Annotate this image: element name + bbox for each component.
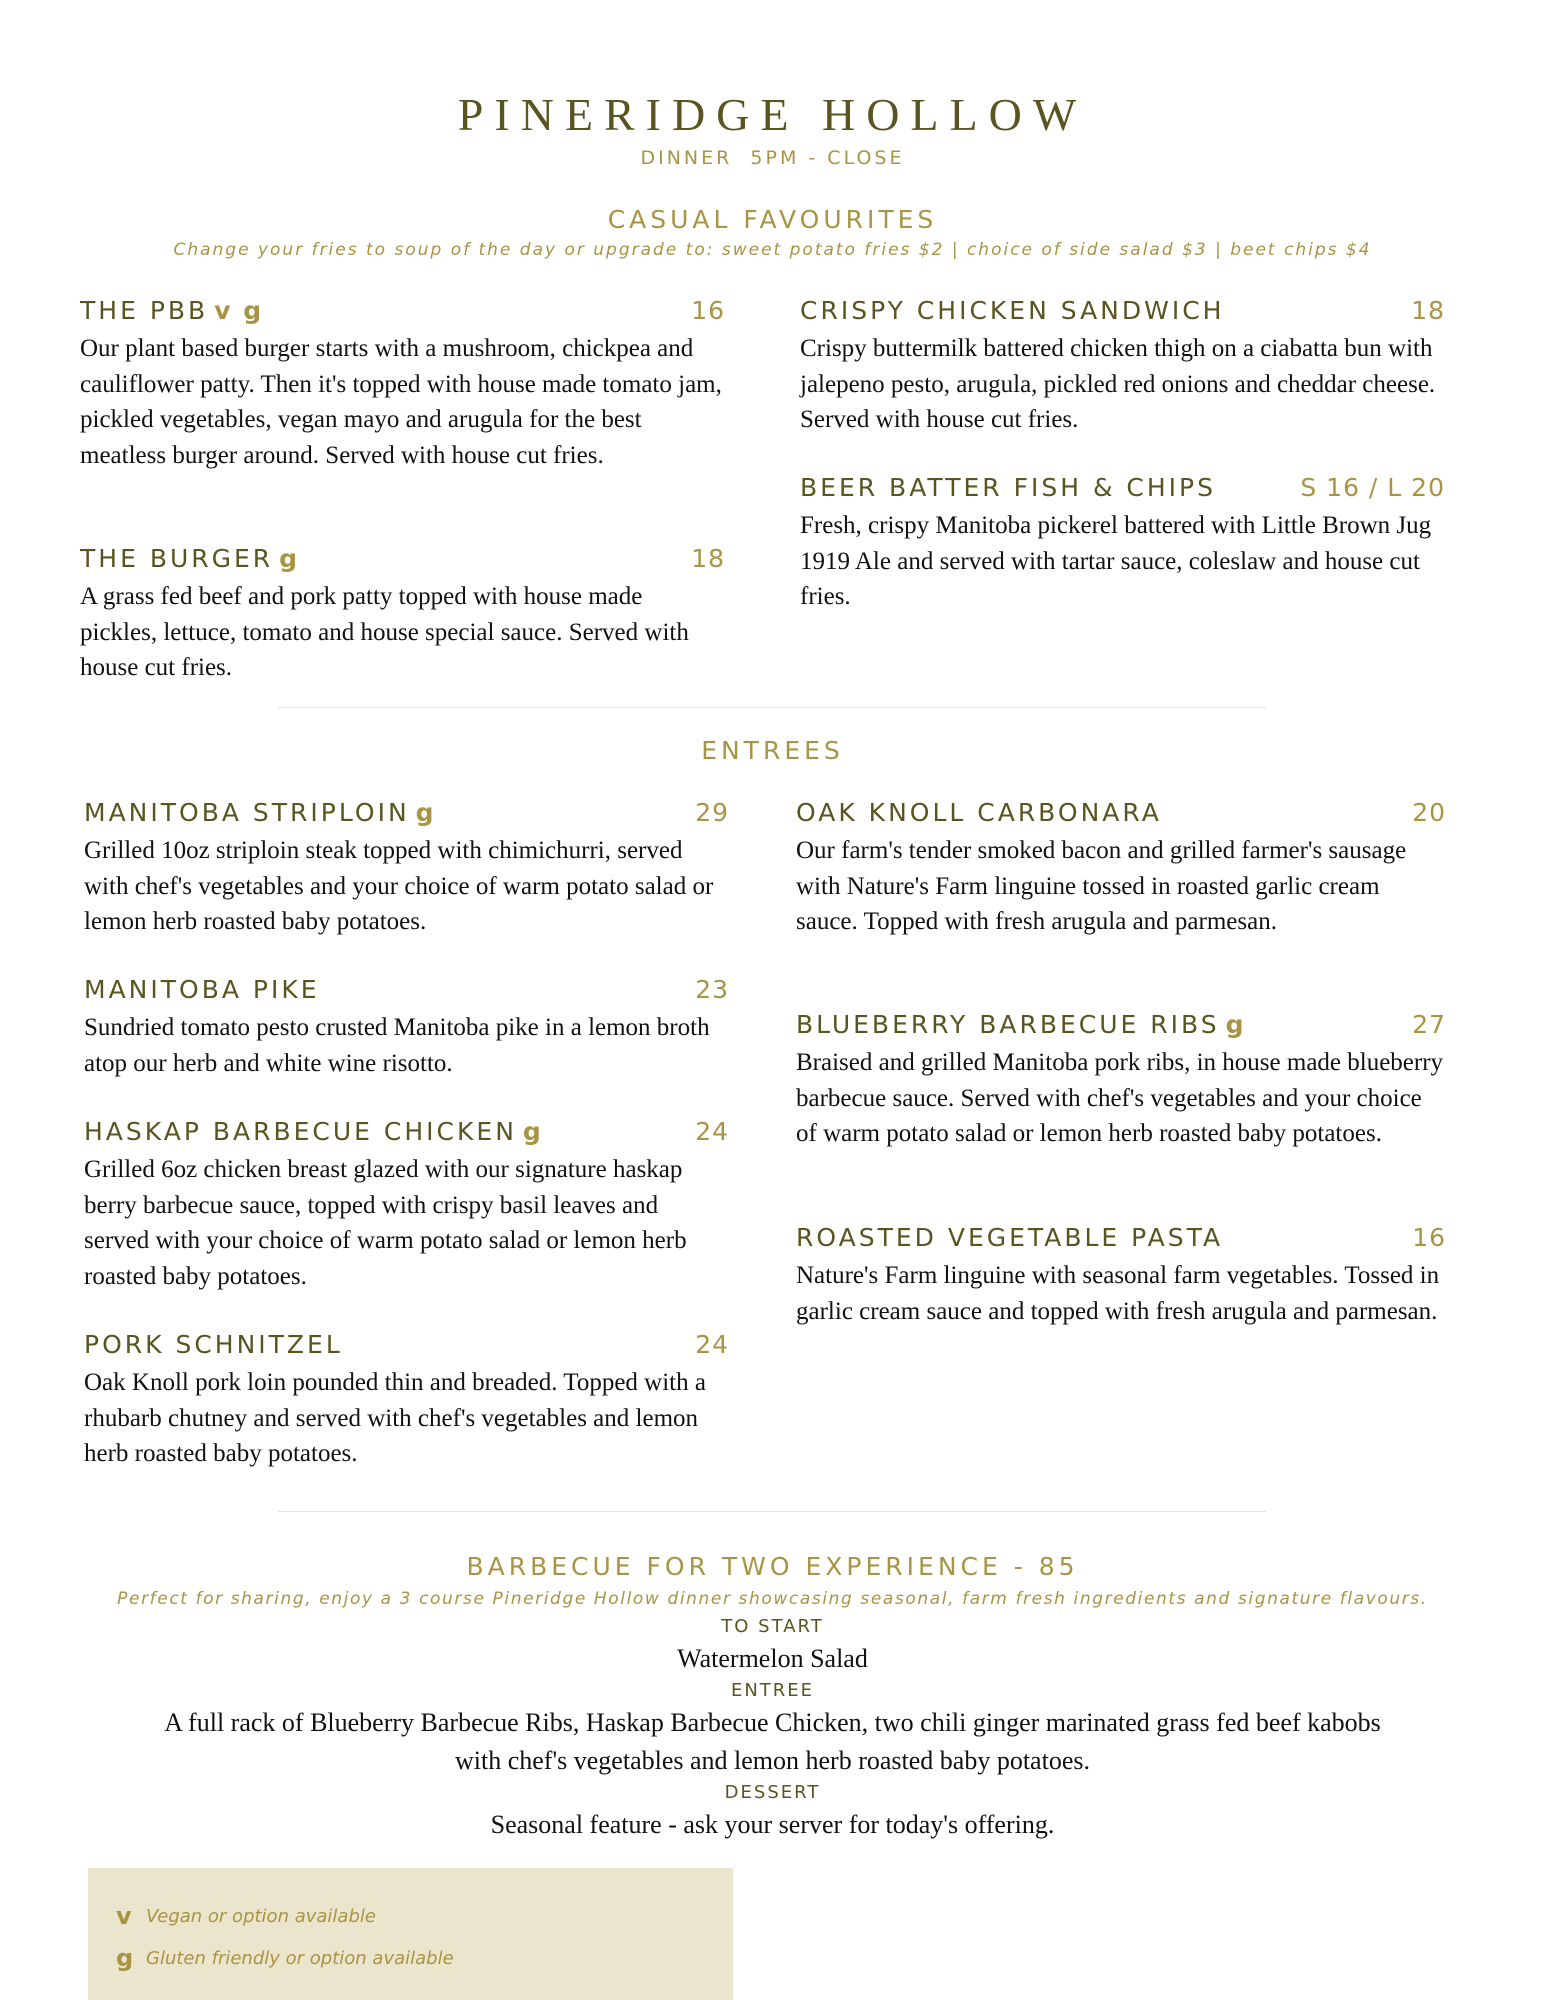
course-label-dessert: DESSERT: [724, 1782, 821, 1803]
section-title-barbecue-for-two: BARBECUE FOR TWO EXPERIENCE - 85: [466, 1552, 1079, 1581]
course-text-dessert: Seasonal feature - ask your server for today's offering.: [490, 1810, 1055, 1839]
course-text-start: Watermelon Salad: [677, 1644, 868, 1673]
item-description: Our farm's tender smoked bacon and grilled farmer's sausage with Nature's Farm linguine tossed in roasted garlic cream sauce. Topped with fresh arugula and parmesan.: [796, 837, 1407, 935]
menu-item-pork-schnitzel: [84, 1330, 729, 1472]
item-name: THE PBB: [80, 296, 209, 325]
item-price: 23: [695, 975, 729, 1004]
item-price: 24: [695, 1330, 729, 1359]
menu-item-pbb: [80, 296, 725, 473]
section-divider: [278, 707, 1266, 708]
course-text-entree-line1: A full rack of Blueberry Barbecue Ribs, Haskap Barbecue Chicken, two chili ginger marinated grass fed beef kabobs: [164, 1708, 1381, 1737]
casual-upgrade-note: Change your fries to soup of the day or upgrade to: sweet potato fries $2 | choice of side salad $3 | beet chips $4: [173, 240, 1372, 260]
item-description: Grilled 6oz chicken breast glazed with our signature haskap berry barbecue sauce, topped with crispy basil leaves and served with your choice of warm potato salad or lemon herb roasted baby potatoes.: [84, 1156, 687, 1290]
item-name: OAK KNOLL CARBONARA: [796, 798, 1162, 827]
item-name: ROASTED VEGETABLE PASTA: [796, 1223, 1224, 1252]
item-price: 16: [691, 296, 725, 325]
legend-row-vegan: [116, 1902, 376, 1930]
item-price: 16: [1412, 1223, 1446, 1252]
item-description: A grass fed beef and pork patty topped with house made pickles, lettuce, tomato and house special sauce. Served with house cut fries.: [80, 583, 689, 681]
item-description: Oak Knoll pork loin pounded thin and breaded. Topped with a rhubarb chutney and served with chef's vegetables and lemon herb roasted baby potatoes.: [84, 1369, 706, 1467]
item-description: Sundried tomato pesto crusted Manitoba pike in a lemon broth atop our herb and white wine risotto.: [84, 1014, 710, 1077]
menu-item-vegetable-pasta: [796, 1223, 1446, 1329]
legend-text: Vegan or option available: [146, 1905, 376, 1927]
experience-note: Perfect for sharing, enjoy a 3 course Pineridge Hollow dinner showcasing seasonal, farm fresh ingredients and signature flavours.: [117, 1589, 1428, 1609]
item-description: Nature's Farm linguine with seasonal farm vegetables. Tossed in garlic cream sauce and topped with fresh arugula and parmesan.: [796, 1262, 1440, 1325]
item-price: 29: [695, 798, 729, 827]
menu-item-crispy-chicken: [800, 296, 1445, 438]
item-price: 18: [691, 544, 725, 573]
item-price: 18: [1411, 296, 1445, 325]
menu-item-burger: [80, 544, 725, 686]
item-description: Grilled 10oz striploin steak topped with chimichurri, served with chef's vegetables and your choice of warm potato salad or lemon herb roasted baby potatoes.: [84, 837, 714, 935]
course-label-entree: ENTREE: [730, 1680, 815, 1701]
section-title-entrees: ENTREES: [701, 736, 844, 765]
item-price: S 16 / L 20: [1300, 473, 1445, 502]
menu-item-blueberry-ribs: [796, 1010, 1446, 1152]
dietary-tag: g: [1225, 1010, 1246, 1039]
legend-key: v: [116, 1902, 132, 1930]
course-text-entree-line2: with chef's vegetables and lemon herb roasted baby potatoes.: [455, 1746, 1090, 1775]
service-hours: DINNER 5PM - CLOSE: [640, 147, 905, 169]
item-price: 20: [1412, 798, 1446, 827]
legend-key: g: [116, 1944, 134, 1972]
menu-item-carbonara: [796, 798, 1446, 940]
item-name: BLUEBERRY BARBECUE RIBS: [796, 1010, 1220, 1039]
item-name: MANITOBA STRIPLOIN: [84, 798, 410, 827]
section-divider: [278, 1511, 1266, 1512]
item-name: BEER BATTER FISH & CHIPS: [800, 473, 1216, 502]
dietary-legend: [88, 1868, 733, 2000]
item-description: Braised and grilled Manitoba pork ribs, in house made blueberry barbecue sauce. Served with chef's vegetables and your choice of warm potato salad or lemon herb roasted baby potatoes.: [796, 1049, 1444, 1147]
menu-item-haskap-chicken: [84, 1117, 729, 1294]
item-description: Our plant based burger starts with a mushroom, chickpea and cauliflower patty. Then it's topped with house made tomato jam, pickled vegetables, vegan mayo and arugula for the best meatless burger around. Served with house cut fries.: [80, 335, 722, 469]
restaurant-name: PINERIDGE HOLLOW: [457, 89, 1088, 140]
item-name: MANITOBA PIKE: [84, 975, 320, 1004]
menu-item-fish-chips: [800, 473, 1445, 615]
menu-item-striploin: [84, 798, 729, 940]
dietary-tag: g: [522, 1117, 543, 1146]
item-price: 27: [1412, 1010, 1446, 1039]
item-price: 24: [695, 1117, 729, 1146]
menu-item-pike: [84, 975, 729, 1081]
course-label-start: TO START: [721, 1616, 824, 1637]
dietary-tag: g: [415, 798, 436, 827]
legend-text: Gluten friendly or option available: [146, 1947, 454, 1969]
item-name: THE BURGER: [80, 544, 274, 573]
item-name: PORK SCHNITZEL: [84, 1330, 343, 1359]
dietary-tag: g: [279, 544, 300, 573]
legend-row-gluten: [116, 1944, 454, 1972]
item-description: Fresh, crispy Manitoba pickerel battered with Little Brown Jug 1919 Ale and served with tartar sauce, coleslaw and house cut fries.: [800, 512, 1432, 610]
item-name: CRISPY CHICKEN SANDWICH: [800, 296, 1225, 325]
dietary-tag: v g: [214, 296, 264, 325]
item-name: HASKAP BARBECUE CHICKEN: [84, 1117, 517, 1146]
item-description: Crispy buttermilk battered chicken thigh on a ciabatta bun with jalepeno pesto, arugula, pickled red onions and cheddar cheese. Served with house cut fries.: [800, 335, 1436, 433]
section-title-casual: CASUAL FAVOURITES: [607, 205, 938, 234]
